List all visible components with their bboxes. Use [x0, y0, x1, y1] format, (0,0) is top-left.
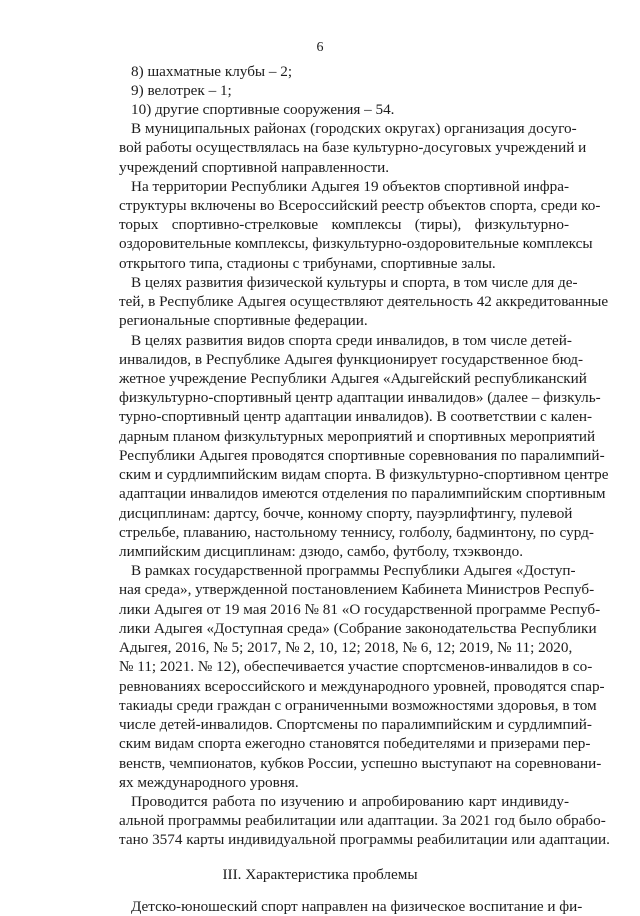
text-line: Детско-юношеский спорт направлен на физическое воспитание и фи- — [131, 898, 583, 915]
text-line: турно-спортивный центр адаптации инвалидов). В соответствии с кален- — [119, 408, 593, 425]
text-line: числе детей-инвалидов. Спортсмены по паралимпийским и сурдлимпий- — [119, 716, 592, 733]
text-line: дисциплинам: дартсу, бочче, конному спорту, пауэрлифтингу, пулевой — [119, 505, 573, 522]
text-line: ях международного уровня. — [119, 774, 299, 791]
text-line: Адыгея, 2016, № 5; 2017, № 2, 10, 12; 2018, № 6, 12; 2019, № 11; 2020, — [119, 639, 573, 656]
text-line: открытого типа, стадионы с трибунами, спортивные залы. — [119, 255, 496, 272]
text-line: 10) другие спортивные сооружения – 54. — [131, 101, 395, 118]
text-line: лимпийским дисциплинам: дзюдо, самбо, футболу, тхэквондо. — [119, 543, 524, 560]
text-line: ная среда», утвержденной постановлением Кабинета Министров Респуб- — [119, 581, 595, 598]
text-line: вой работы осуществлялась на базе культурно-досуговых учреждений и — [119, 139, 587, 156]
text-line: Проводится работа по изучению и апробированию карт индивиду- — [131, 793, 569, 810]
text-line: № 11; 2021. № 12), обеспечивается участие спортсменов-инвалидов в со- — [119, 658, 593, 675]
text-line: Республики Адыгея проводятся спортивные соревнования по паралимпий- — [119, 447, 605, 464]
text-line: В рамках государственной программы Республики Адыгея «Доступ- — [131, 562, 576, 579]
text-line: ским видам спорта ежегодно становятся победителями и призерами пер- — [119, 735, 591, 752]
text-line: региональные спортивные федерации. — [119, 312, 368, 329]
text-line: дарным планом физкультурных мероприятий и спортивных мероприятий — [119, 428, 596, 445]
text-line: адаптации инвалидов имеются отделения по паралимпийским спортивным — [119, 485, 606, 502]
text-line: венств, чемпионатов, кубков России, успешно выступают на соревновани- — [119, 755, 602, 772]
text-line: торых спортивно-стрелковые комплексы (тиры), физкультурно- — [119, 216, 569, 233]
text-line: лики Адыгея от 19 мая 2016 № 81 «О государственной программе Респуб- — [119, 601, 601, 618]
text-line: лики Адыгея «Доступная среда» (Собрание законодательства Республики — [119, 620, 597, 637]
text-line: оздоровительные комплексы, физкультурно-оздоровительные комплексы — [119, 235, 593, 252]
text-line: ревнованиях всероссийского и международного уровней, проводятся спар- — [119, 678, 605, 695]
text-line: 9) велотрек – 1; — [131, 82, 232, 99]
text-line: стрельбе, плаванию, настольному теннису, голболу, бадминтону, по сурд- — [119, 524, 594, 541]
text-line: жетное учреждение Республики Адыгея «Адыгейский республиканский — [119, 370, 587, 387]
text-line: учреждений спортивной направленности. — [119, 159, 390, 176]
text-line: физкультурно-спортивный центр адаптации инвалидов» (далее – физкуль- — [119, 389, 601, 406]
text-line: тано 3574 карты индивидуальной программы реабилитации или адаптации. — [119, 831, 610, 848]
text-line: структуры включены во Всероссийский реестр объектов спорта, среди ко- — [119, 197, 601, 214]
page-number: 6 — [316, 40, 324, 55]
text-line: тей, в Республике Адыгея осуществляют деятельность 42 аккредитованные — [119, 293, 609, 310]
text-line: такиады среди граждан с ограниченными возможностями здоровья, в том — [119, 697, 597, 714]
text-line: На территории Республики Адыгея 19 объектов спортивной инфра- — [131, 178, 569, 195]
text-line: 8) шахматные клубы – 2; — [131, 63, 293, 80]
text-line: В целях развития видов спорта среди инвалидов, в том числе детей- — [131, 332, 572, 349]
section-heading: III. Характеристика проблемы — [222, 866, 418, 883]
text-line: В целях развития физической культуры и спорта, в том числе для де- — [131, 274, 578, 291]
text-line: ским и сурдлимпийским видам спорта. В физкультурно-спортивном центре — [119, 466, 609, 483]
text-line: альной программы реабилитации или адаптации. За 2021 год было обрабо- — [119, 812, 606, 829]
text-line: В муниципальных районах (городских округах) организация досуго- — [131, 120, 577, 137]
text-line: инвалидов, в Республике Адыгея функционирует государственное бюд- — [119, 351, 584, 368]
